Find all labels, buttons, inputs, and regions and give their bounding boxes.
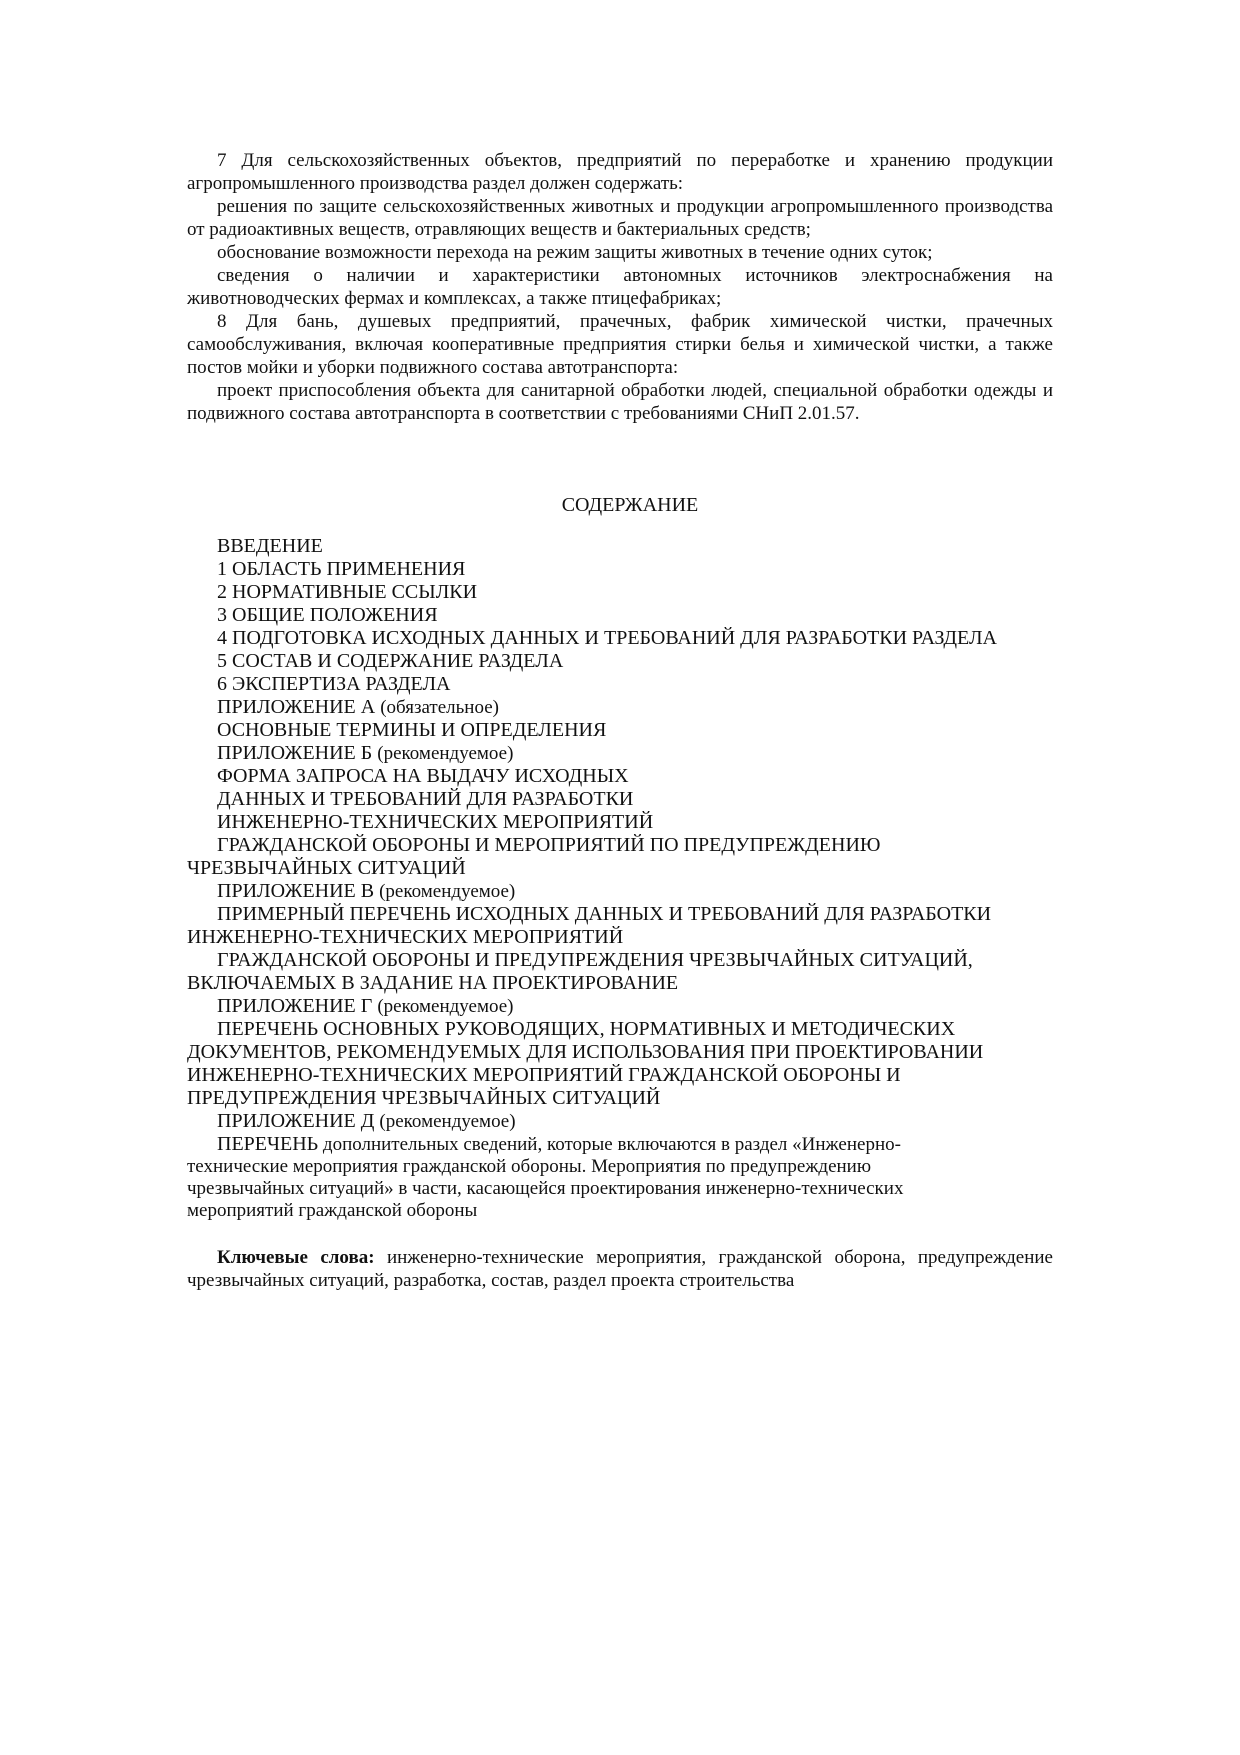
keywords-paragraph [187, 1246, 1053, 1292]
appendix-note: (обязательное) [380, 697, 499, 718]
appendix-note: (рекомендуемое) [377, 743, 514, 764]
appendix-note: (рекомендуемое) [379, 881, 516, 902]
appendix-title-rest: дополнительных сведений, которые включаются в раздел «Инженерно-технические мероприятия гражданской обороны. Мероприятия по предупреждению чрезвычайных ситуаций» в части, касающейся проектирования инженерно-технических мероприятий гражданской обороны [187, 1134, 904, 1221]
toc-appendix-title: ФОРМА ЗАПРОСА НА ВЫДАЧУ ИСХОДНЫХ [217, 765, 629, 787]
body-paragraph: 8 Для бань, душевых предприятий, прачечных, фабрик химической чистки, прачечных самообслуживания, включая кооперативные предприятия стирки белья и химической чистки, а также постов мойки и уборки подвижного состава автотранспорта: [187, 311, 1053, 378]
toc-appendix-title: ПРИМЕРНЫЙ ПЕРЕЧЕНЬ ИСХОДНЫХ ДАННЫХ И ТРЕБОВАНИЙ ДЛЯ РАЗРАБОТКИ ИНЖЕНЕРНО-ТЕХНИЧЕСКИХ МЕРОПРИЯТИЙ [187, 903, 992, 948]
keywords-text: инженерно-технические мероприятия, гражданской оборона, предупреждение чрезвычайных ситуаций, разработка, состав, раздел проекта строительства [187, 1247, 1053, 1291]
toc-appendix-title [187, 1133, 1053, 1222]
keywords-label: Ключевые слова: [217, 1247, 375, 1268]
appendix-note: (рекомендуемое) [377, 996, 514, 1017]
appendix-label: ПРИЛОЖЕНИЕ А [217, 696, 376, 718]
toc-title: СОДЕРЖАНИЕ [561, 494, 699, 516]
appendix-label: ПРИЛОЖЕНИЕ В [217, 880, 375, 902]
toc-appendix-g [187, 995, 1053, 1018]
toc-item: 4 ПОДГОТОВКА ИСХОДНЫХ ДАННЫХ И ТРЕБОВАНИЙ ДЛЯ РАЗРАБОТКИ РАЗДЕЛА [217, 627, 997, 649]
appendix-label: ПРИЛОЖЕНИЕ Б [217, 742, 373, 764]
appendix-title-caps: ПЕРЕЧЕНЬ [217, 1133, 319, 1155]
toc-appendix-b [187, 742, 1053, 765]
table-of-contents [187, 535, 1053, 1222]
toc-item: 1 ОБЛАСТЬ ПРИМЕНЕНИЯ [217, 558, 466, 580]
toc-item: 2 НОРМАТИВНЫЕ ССЫЛКИ [217, 581, 478, 603]
body-paragraph: проект приспособления объекта для санитарной обработки людей, специальной обработки одежды и подвижного состава автотранспорта в соответствии с требованиями СНиП 2.01.57. [187, 380, 1053, 424]
appendix-note: (рекомендуемое) [379, 1111, 516, 1132]
body-paragraph: решения по защите сельскохозяйственных животных и продукции агропромышленного производства от радиоактивных веществ, отравляющих веществ и бактериальных средств; [187, 196, 1053, 240]
toc-item: 5 СОСТАВ И СОДЕРЖАНИЕ РАЗДЕЛА [217, 650, 564, 672]
toc-item: 6 ЭКСПЕРТИЗА РАЗДЕЛА [217, 673, 451, 695]
toc-appendix-title: ГРАЖДАНСКОЙ ОБОРОНЫ И ПРЕДУПРЕЖДЕНИЯ ЧРЕЗВЫЧАЙНЫХ СИТУАЦИЙ, ВКЛЮЧАЕМЫХ В ЗАДАНИЕ НА ПРОЕКТИРОВАНИЕ [187, 949, 973, 994]
body-paragraph: сведения о наличии и характеристики автономных источников электроснабжения на животноводческих фермах и комплексах, а также птицефабриках; [187, 265, 1053, 309]
toc-appendix-a [187, 696, 1053, 719]
toc-appendix-title: ПЕРЕЧЕНЬ ОСНОВНЫХ РУКОВОДЯЩИХ, НОРМАТИВНЫХ И МЕТОДИЧЕСКИХ ДОКУМЕНТОВ, РЕКОМЕНДУЕМЫХ ДЛЯ ИСПОЛЬЗОВАНИЯ ПРИ ПРОЕКТИРОВАНИИ ИНЖЕНЕРНО-ТЕХНИЧЕСКИХ МЕРОПРИЯТИЙ ГРАЖДАНСКОЙ ОБОРОНЫ И ПРЕДУПРЕЖДЕНИЯ ЧРЕЗВЫЧАЙНЫХ СИТУАЦИЙ [187, 1018, 984, 1109]
appendix-label: ПРИЛОЖЕНИЕ Г [217, 995, 373, 1017]
toc-appendix-d [187, 1110, 1053, 1133]
toc-appendix-title: ОСНОВНЫЕ ТЕРМИНЫ И ОПРЕДЕЛЕНИЯ [217, 719, 607, 741]
toc-item: 3 ОБЩИЕ ПОЛОЖЕНИЯ [217, 604, 438, 626]
toc-appendix-title: ГРАЖДАНСКОЙ ОБОРОНЫ И МЕРОПРИЯТИЙ ПО ПРЕДУПРЕЖДЕНИЮ ЧРЕЗВЫЧАЙНЫХ СИТУАЦИЙ [187, 834, 881, 879]
toc-appendix-title: ДАННЫХ И ТРЕБОВАНИЙ ДЛЯ РАЗРАБОТКИ [217, 788, 634, 810]
toc-item: ВВЕДЕНИЕ [217, 535, 323, 557]
body-paragraph: обоснование возможности перехода на режим защиты животных в течение одних суток; [217, 242, 933, 263]
body-paragraph: 7 Для сельскохозяйственных объектов, предприятий по переработке и хранению продукции агропромышленного производства раздел должен содержать: [187, 150, 1053, 194]
document-page [187, 149, 1053, 1311]
toc-appendix-title: ИНЖЕНЕРНО-ТЕХНИЧЕСКИХ МЕРОПРИЯТИЙ [217, 811, 654, 833]
appendix-label: ПРИЛОЖЕНИЕ Д [217, 1110, 375, 1132]
toc-appendix-v [187, 880, 1053, 903]
